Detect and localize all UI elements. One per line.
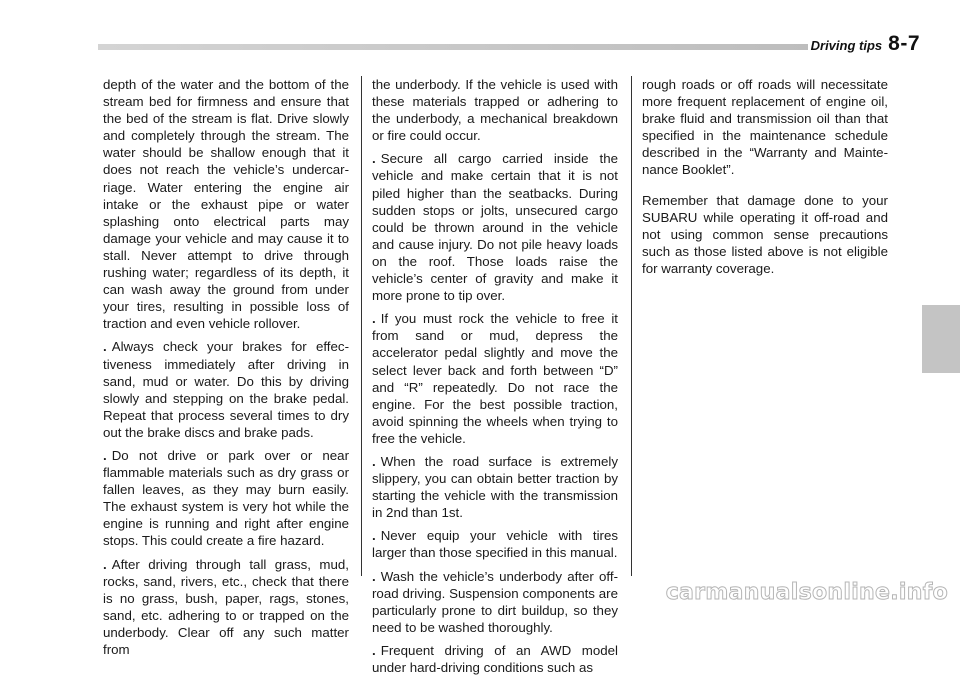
bullet-text: When the road surface is extremely slippery, you can obtain better traction by starting the vehicle with the transmission in 2nd than 1st. [372, 453, 618, 521]
bullet-text: Wash the vehicle’s underbody after off-road driving. Suspension components are particularly prone to dirt buildup, so they need to be washed thoroughly. [372, 568, 618, 635]
bullet-marker: . [372, 311, 376, 327]
bullet-text: After driving through tall grass, mud, rocks, sand, rivers, etc., check that there is no grass, bush, paper, rags, stones, sand, etc. adhering to or trapped on the underbody. Clear off any such matter from [103, 556, 349, 657]
bullet-item [372, 310, 618, 447]
bullet-text: Never equip your vehicle with tires larger than those specified in this manual. [372, 528, 618, 561]
text-column-3 [642, 76, 888, 277]
bullet-text: Always check your brakes for effectiveness immediately after driving in sand, mud or water. Do this by driving slowly and stepping on the brake pedal. Repeat that process several times to dry out the brake discs and brake pads. [103, 339, 349, 440]
chapter-thumb-tab [922, 305, 960, 373]
paragraph-text: rough roads or off roads will necessitate more frequent replacement of engine oil, brake fluid and transmission oil than that specified in the maintenance schedule described in the “Warranty and Maintenance Booklet”. [642, 77, 888, 178]
bullet-item [372, 642, 618, 676]
bullet-marker: . [103, 339, 107, 355]
watermark-text: carmanualsonline.info [665, 580, 948, 605]
running-header [811, 32, 920, 56]
paragraph [103, 76, 349, 332]
bullet-item [372, 453, 618, 521]
bullet-text: If you must rock the vehicle to free it from sand or mud, depress the accelerator pedal slightly and move the select lever back and forth between “D” and “R” repeatedly. Do not race the engine. For the best possible traction, avoid spinning the wheels when trying to free the vehicle. [372, 311, 618, 446]
bullet-text: Secure all cargo carried inside the vehicle and make certain that it is not piled higher than the seatbacks. During sudden stops or jolts, unsecured cargo could be thrown around in the vehicle and cause injury. Do not pile heavy loads on the roof. Those loads raise the vehicle’s center of gravity and make it more prone to tip over. [372, 151, 618, 304]
bullet-marker: . [372, 528, 376, 544]
paragraph-text: Remember that damage done to your SUBARU while operating it off-road and not using common sense precautions such as those listed above is not eligible for warranty coverage. [642, 192, 888, 276]
bullet-marker: . [372, 642, 376, 658]
bullet-item [103, 338, 349, 441]
paragraph [642, 192, 888, 277]
section-title: Driving tips [810, 38, 883, 53]
paragraph [642, 76, 888, 179]
text-column-1 [103, 76, 349, 658]
bullet-item [372, 568, 618, 636]
bullet-item [103, 556, 349, 659]
bullet-marker: . [372, 151, 376, 167]
bullet-marker: . [372, 453, 376, 469]
page-number: 8-7 [888, 32, 920, 55]
bullet-text: Do not drive or park over or near flammable materials such as dry grass or fallen leaves, as they may burn easily. The exhaust system is very hot while the engine is running and right after engine stops. This could create a fire hazard. [103, 447, 349, 549]
bullet-item [103, 447, 349, 550]
header-rule [98, 44, 808, 50]
paragraph [372, 76, 618, 144]
bullet-marker: . [103, 447, 107, 463]
paragraph-text: the underbody. If the vehicle is used with these materials trapped or adhering to the underbody, a mechanical breakdown or fire could occur. [372, 77, 618, 144]
column-divider [361, 76, 362, 576]
bullet-marker: . [103, 556, 107, 572]
bullet-marker: . [372, 568, 376, 584]
paragraph-text: depth of the water and the bottom of the stream bed for firmness and ensure that the bed of the stream is flat. Drive slowly and completely through the stream. The water should be shallow enough that it does not reach the vehicle’s undercarriage. Water entering the engine air intake or the exhaust pipe or water splashing onto electrical parts may damage your vehicle and may cause it to stall. Never attempt to drive through rushing water; regardless of its depth, it can wash away the ground from under your tires, resulting in possible loss of traction and even vehicle rollover. [103, 77, 349, 332]
column-divider [631, 76, 632, 576]
bullet-text: Frequent driving of an AWD model under hard-driving conditions such as [372, 642, 618, 675]
text-column-2 [372, 76, 618, 676]
bullet-item [372, 150, 618, 304]
bullet-item [372, 527, 618, 561]
